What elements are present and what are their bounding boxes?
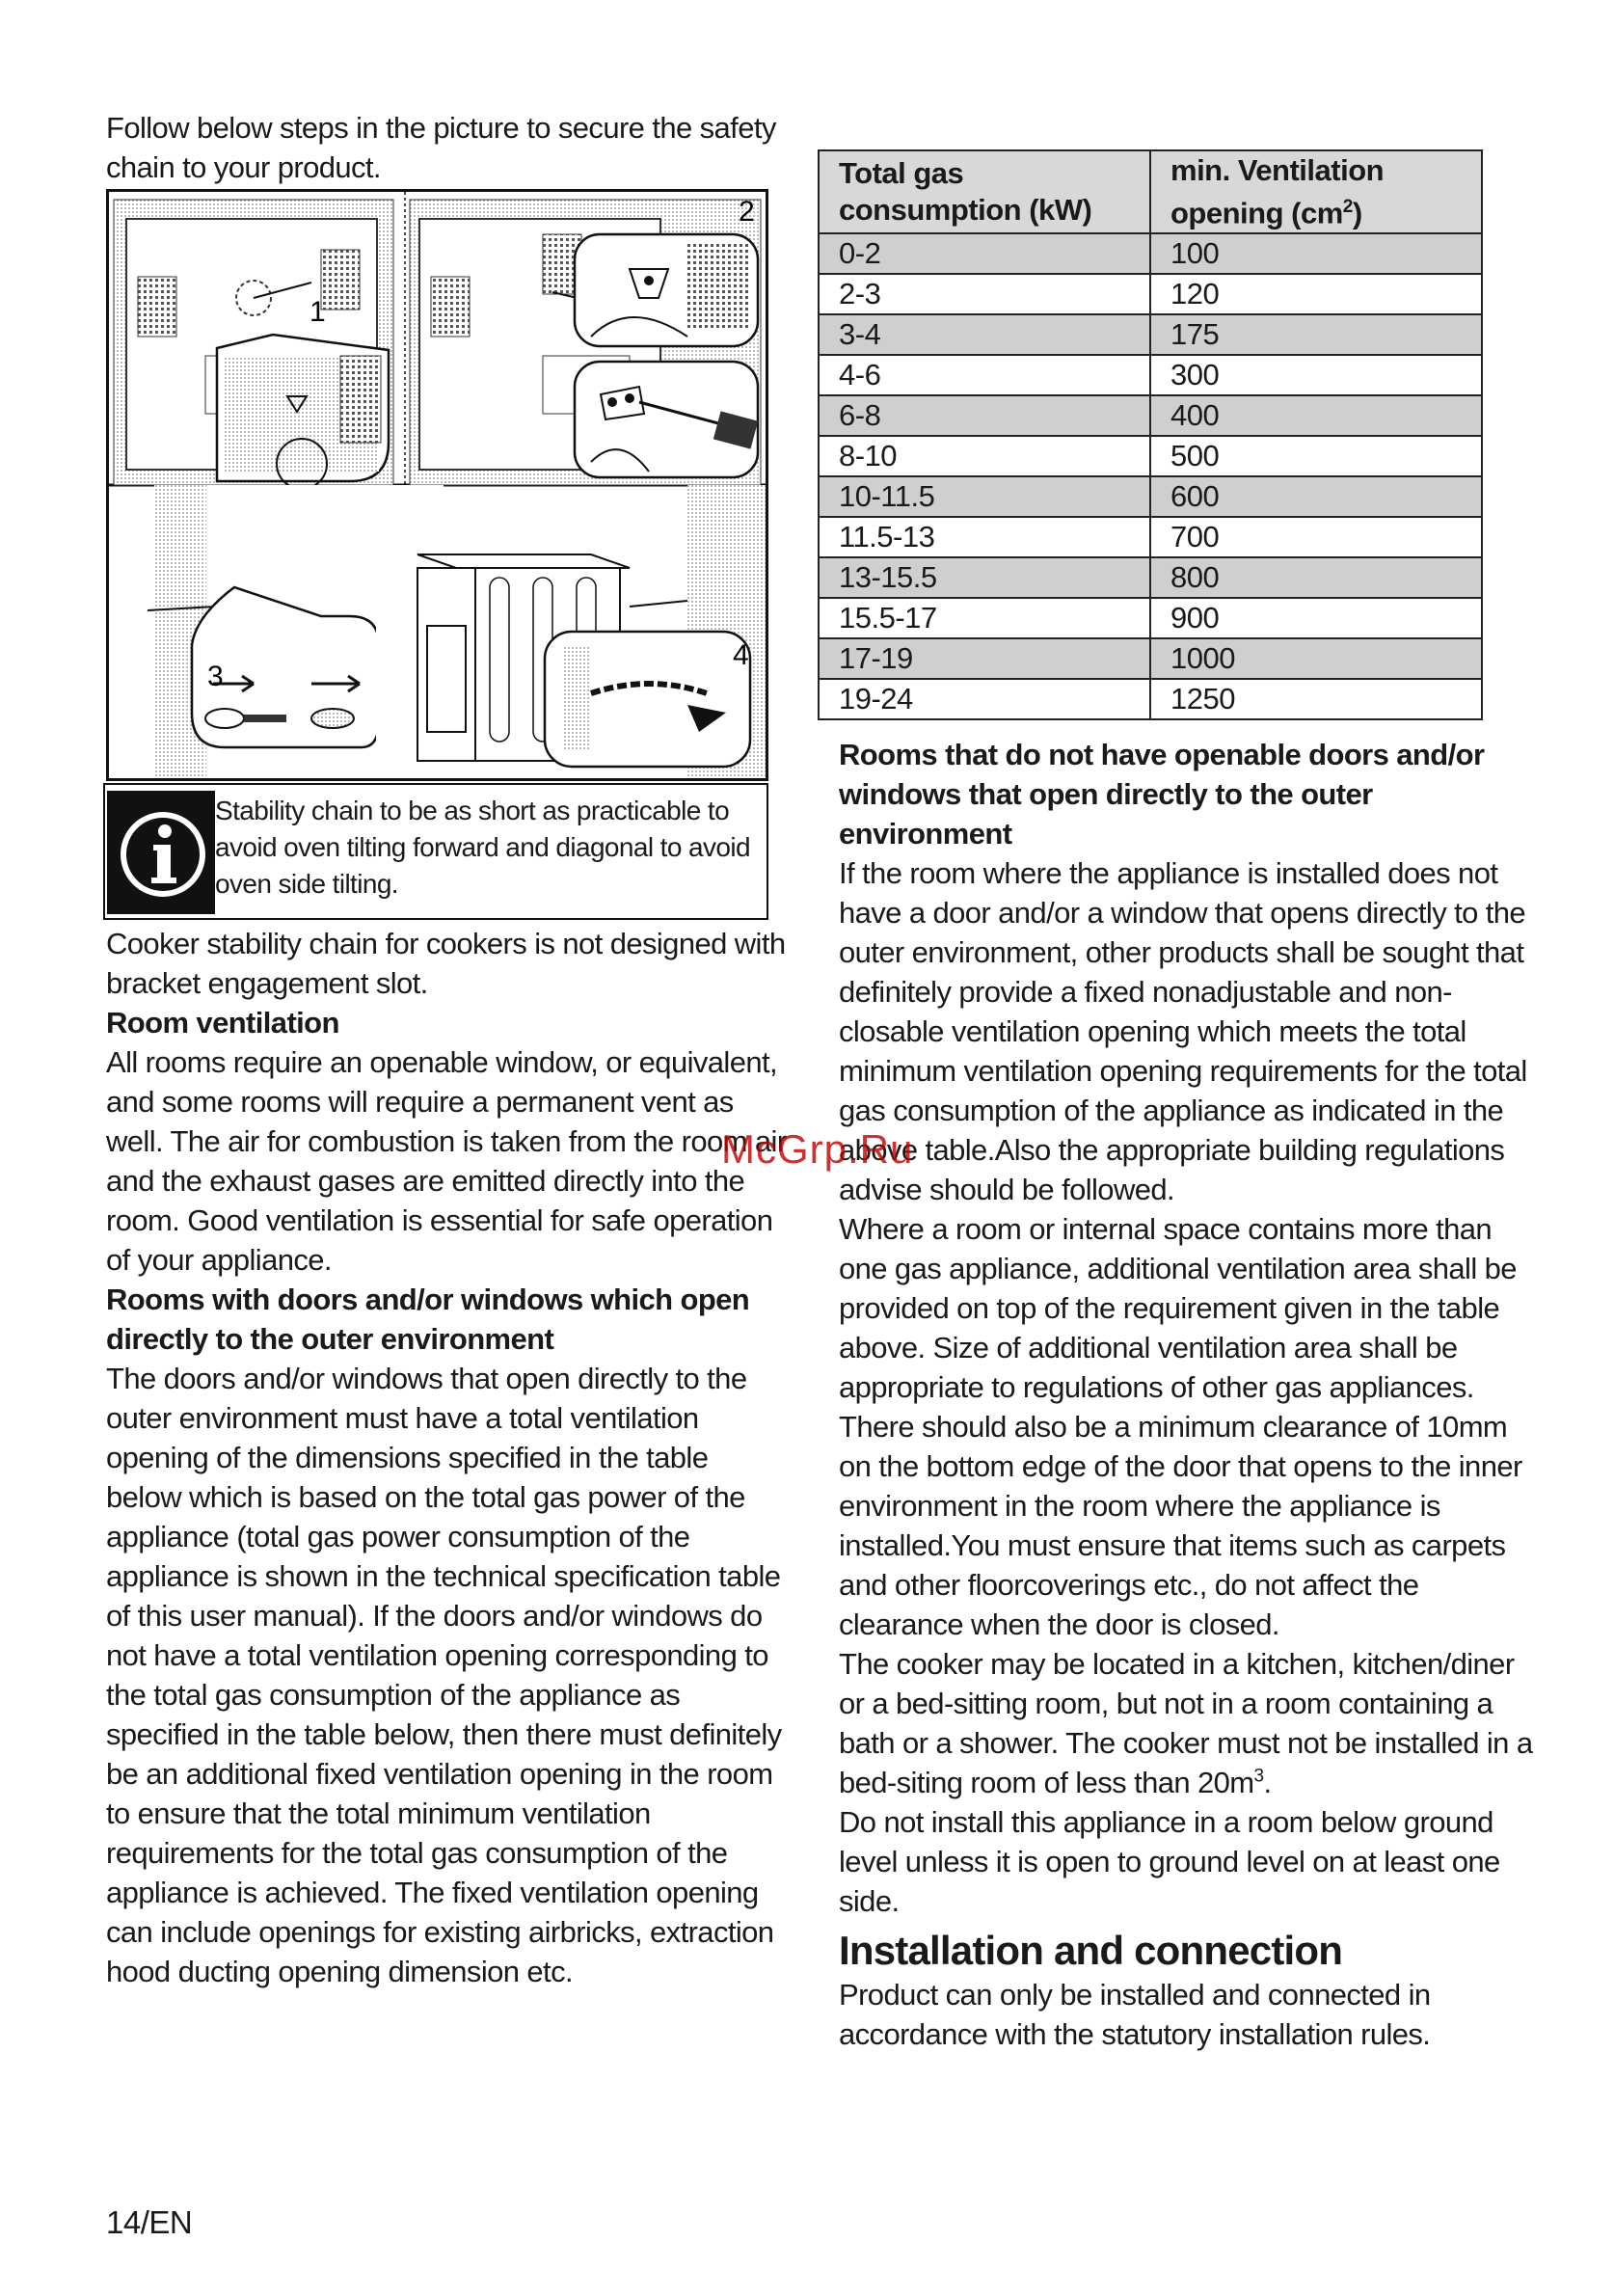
table-cell: 15.5-17 — [819, 598, 1150, 638]
step-label-2: 2 — [739, 196, 755, 228]
table-row — [819, 233, 1482, 274]
step-label-3: 3 — [207, 661, 224, 692]
table-header-row — [819, 150, 1482, 233]
table-row — [819, 476, 1482, 517]
table-cell: 17-19 — [819, 638, 1150, 679]
table-cell: 0-2 — [819, 233, 1150, 274]
clearance-paragraph: There should also be a minimum clearance of 10mm on the bottom edge of the door that opens to the inner environment in the room where the appliance is installed.You must ensure that items such as carpets and other floorcoverings etc., do not affect the clearance when the door is closed. — [839, 1410, 1522, 1641]
safety-chain-figure — [106, 189, 768, 781]
table-row — [819, 395, 1482, 436]
table-cell: 19-24 — [819, 679, 1150, 719]
panel-3-wall-hook — [148, 485, 379, 778]
zoom-bubble-2b — [575, 362, 758, 477]
page-number: 14/EN — [106, 2204, 193, 2240]
heading-installation-connection: Installation and connection — [839, 1928, 1343, 1973]
table-cell: 8-10 — [819, 436, 1150, 476]
watermark: McGrp.Ru — [721, 1126, 914, 1172]
table-cell: 500 — [1150, 436, 1482, 476]
table-cell: 10-11.5 — [819, 476, 1150, 517]
header-min-ventilation: min. Ventilation opening $(cm^2)$ — [1150, 150, 1482, 233]
table-row — [819, 638, 1482, 679]
info-text: Stability chain to be as short as practicable to avoid oven tilting forward and diagonal to avoid oven side tilting. — [215, 796, 750, 899]
location-paragraph: The cooker may be located in a kitchen, kitchen/diner or a bed-sitting room, but not in a room containing a bath or a shower. The cooker must not be installed in a bed-siting room of less than $20m^3$. — [839, 1647, 1533, 1799]
zoom-bubble-1 — [217, 335, 389, 489]
info-icon — [107, 791, 215, 914]
right-column — [839, 735, 1533, 2054]
doors-windows-paragraph: The doors and/or windows that open directly to the outer environment must have a total ventilation opening of the dimensions specified in the table below which is based on the total gas power of the appliance (total gas power consumption of the appliance is shown in the technical specification table of this user manual). If the doors and/or windows do not have a total ventilation opening corresponding to the total gas consumption of the appliance as specified in the table below, then there must definitely be an additional fixed ventilation opening in the room to ensure that the total minimum ventilation requirements for the total gas consumption of the appliance is achieved. The fixed ventilation opening can include openings for existing airbricks, extraction hood ducting opening dimension etc. — [106, 1362, 782, 1988]
left-column — [106, 924, 791, 1991]
zoom-bubble-2a — [575, 234, 758, 346]
heading-rooms-with-doors: Rooms with doors and/or windows which open directly to the outer environment — [106, 1283, 750, 1356]
table-cell: 6-8 — [819, 395, 1150, 436]
heading-room-ventilation: Room ventilation — [106, 1006, 339, 1040]
chain-note: Cooker stability chain for cookers is not designed with bracket engagement slot. — [106, 927, 786, 1000]
table-cell: 2-3 — [819, 274, 1150, 314]
no-doors-paragraph: If the room where the appliance is installed does not have a door and/or a window that opens directly to the outer environment, other products shall be sought that definitely provide a fixed nonadjustable and non-closable ventilation opening which meets the total minimum ventilation opening requirements for the total gas consumption of the appliance as indicated in the above table.Also the appropriate building regulations advise should be followed. — [839, 856, 1527, 1206]
intro-text: Follow below steps in the picture to secure the safety chain to your product. — [106, 111, 776, 184]
ventilation-paragraph: All rooms require an openable window, or equivalent, and some rooms will require a permanent vent as well. The air for combustion is taken from the room air and the exhaust gases are emitted directly into the room. Good ventilation is essential for safe operation of your appliance. — [106, 1045, 787, 1277]
table-row — [819, 517, 1482, 557]
table-cell: 700 — [1150, 517, 1482, 557]
table-cell: 1000 — [1150, 638, 1482, 679]
table-row — [819, 274, 1482, 314]
table-row — [819, 598, 1482, 638]
table-cell: 11.5-13 — [819, 517, 1150, 557]
table-cell: 4-6 — [819, 355, 1150, 395]
table-cell: 120 — [1150, 274, 1482, 314]
zoom-bubble-4 — [545, 632, 750, 767]
table-row — [819, 557, 1482, 598]
installation-paragraph: Product can only be installed and connected in accordance with the statutory installation rules. — [839, 1978, 1431, 2051]
table-cell: 800 — [1150, 557, 1482, 598]
multiple-appliances-paragraph: Where a room or internal space contains more than one gas appliance, additional ventilation area shall be provided on top of the requirement given in the table above. Size of additional ventilation area shall be appropriate to regulations of other gas appliances. — [839, 1212, 1517, 1404]
table-row — [819, 314, 1482, 355]
ventilation-table — [818, 149, 1483, 720]
table-row — [819, 436, 1482, 476]
table-cell: 300 — [1150, 355, 1482, 395]
table-cell: 900 — [1150, 598, 1482, 638]
table-row — [819, 355, 1482, 395]
step-label-4: 4 — [733, 639, 749, 671]
table-cell: 3-4 — [819, 314, 1150, 355]
heading-rooms-without-doors: Rooms that do not have openable doors and/or windows that open directly to the outer environment — [839, 738, 1485, 851]
table-cell: 1250 — [1150, 679, 1482, 719]
safety-chain-illustration — [109, 192, 766, 778]
step-label-1: 1 — [309, 296, 326, 328]
table-cell: 100 — [1150, 233, 1482, 274]
header-total-gas: Total gas consumption (kW) — [819, 150, 1150, 233]
table-cell: 400 — [1150, 395, 1482, 436]
table-row — [819, 679, 1482, 719]
table-cell: 13-15.5 — [819, 557, 1150, 598]
below-ground-paragraph: Do not install this appliance in a room below ground level unless it is open to ground level on at least one side. — [839, 1805, 1500, 1918]
table-cell: 600 — [1150, 476, 1482, 517]
table-cell: 175 — [1150, 314, 1482, 355]
